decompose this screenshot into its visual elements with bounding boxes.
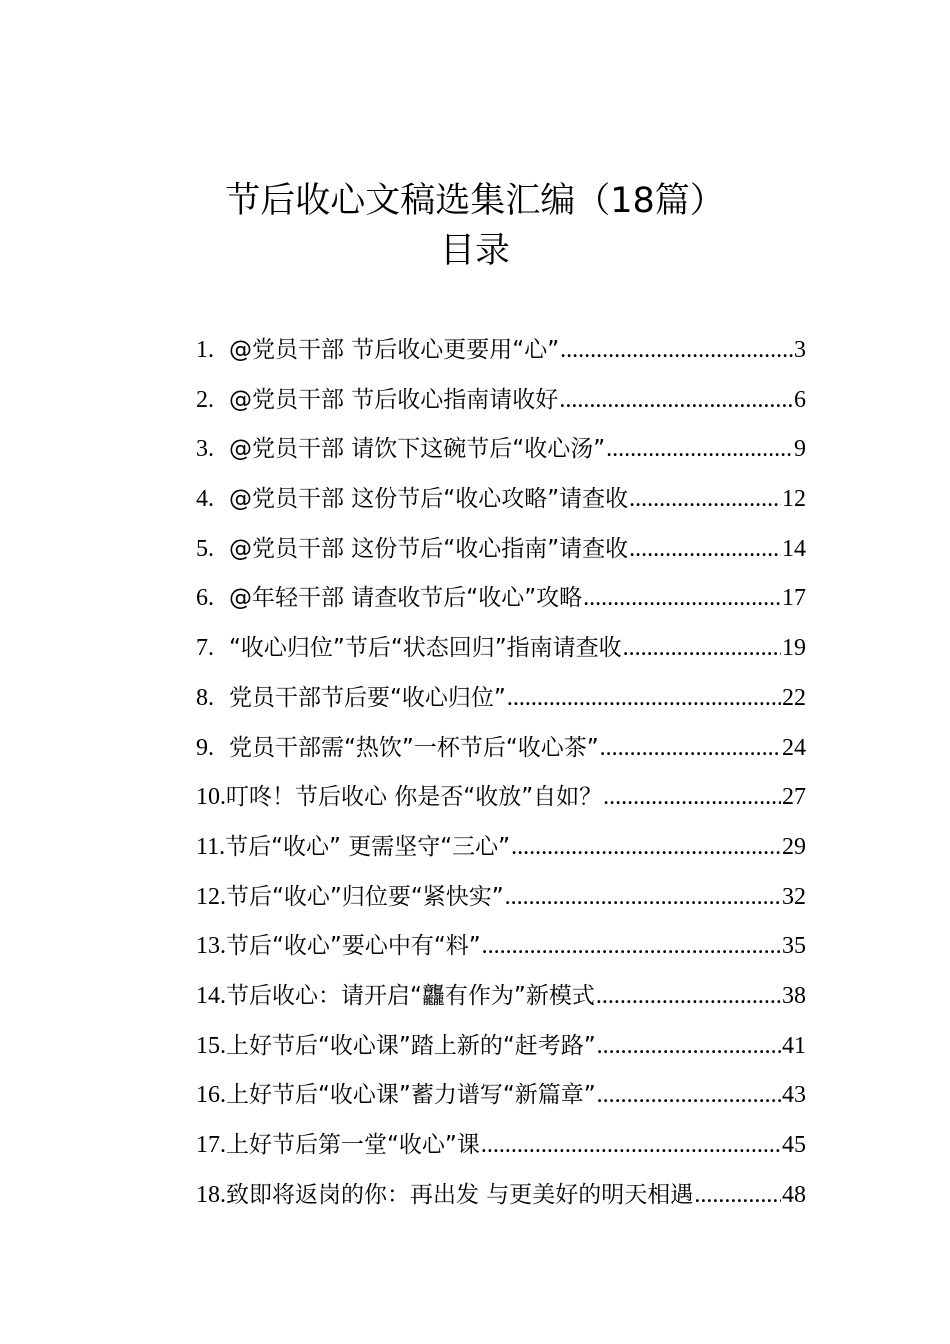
toc-entry[interactable] [196, 976, 806, 1026]
toc-entry[interactable] [196, 529, 806, 579]
toc-entry[interactable] [196, 777, 806, 827]
toc-dot-leader [482, 926, 781, 966]
toc-entry[interactable] [196, 429, 806, 479]
toc-dot-leader [623, 628, 781, 668]
toc-entry-page-number: 29 [782, 833, 806, 860]
toc-entry-page-number: 22 [782, 684, 806, 711]
toc-entry[interactable] [196, 926, 806, 976]
toc-entry[interactable] [196, 479, 806, 529]
toc-entry-number: 18. [196, 1181, 226, 1208]
toc-entry-title: 党员干部需“热饮”一杯节后“收心茶” [229, 734, 599, 761]
toc-entry[interactable] [196, 1125, 806, 1175]
toc-dot-leader [511, 827, 781, 867]
toc-entry[interactable] [196, 827, 806, 877]
toc-dot-leader [629, 479, 781, 519]
toc-entry-number: 5. [196, 535, 214, 562]
toc-entry-title: 叮咚！节后收心 你是否“收放”自如？ [226, 784, 603, 811]
toc-entry[interactable] [196, 330, 806, 380]
toc-dot-leader [481, 1125, 781, 1165]
toc-entry-number: 13. [196, 933, 226, 960]
toc-entry-number: 2. [196, 386, 214, 413]
toc-dot-leader [606, 429, 793, 469]
toc-entry-title: 致即将返岗的你：再出发 与更美好的明天相遇 [226, 1181, 694, 1208]
toc-entry-title: @党员干部 节后收心更要用“心” [229, 337, 560, 363]
document-title: 节后收心文稿选集汇编（18篇） [225, 181, 725, 221]
toc-entry-number: 7. [196, 635, 214, 662]
toc-entry-number: 3. [196, 436, 214, 463]
toc-entry-number: 16. [196, 1082, 226, 1109]
toc-entry-page-number: 6 [794, 386, 806, 413]
toc-entry-page-number: 12 [782, 486, 806, 513]
toc-entry-page-number: 35 [782, 933, 806, 960]
toc-dot-leader [596, 976, 781, 1016]
toc-entry-title: @党员干部 请饮下这碗节后“收心汤” [229, 436, 606, 463]
toc-entry-page-number: 14 [782, 535, 806, 562]
toc-entry-page-number: 43 [782, 1082, 806, 1109]
toc-entry[interactable] [196, 628, 806, 678]
toc-entry[interactable] [196, 1075, 806, 1125]
toc-entry-page-number: 38 [782, 982, 806, 1009]
toc-entry-page-number: 9 [794, 436, 806, 463]
toc-dot-leader [560, 330, 793, 370]
toc-entry-number: 12. [196, 883, 226, 910]
toc-entry[interactable] [196, 1026, 806, 1076]
toc-entry-page-number: 41 [782, 1032, 806, 1059]
toc-entry-number: 8. [196, 684, 214, 711]
toc-entry-title: “收心归位”节后“状态回归”指南请查收 [229, 635, 622, 662]
toc-entry-number: 4. [196, 486, 214, 513]
toc-entry-title: 节后收心：请开启“龘有作为”新模式 [226, 982, 595, 1009]
toc-entry-title: 上好节后第一堂“收心”课 [226, 1132, 480, 1158]
toc-entry-page-number: 19 [782, 635, 806, 662]
toc-entry[interactable] [196, 678, 806, 728]
toc-entry-title: 上好节后“收心课”蓄力谱写“新篇章” [226, 1082, 596, 1109]
toc-dot-leader [597, 1075, 781, 1115]
toc-entry-number: 1. [196, 337, 214, 363]
toc-entry-title: 节后“收心”归位要“紧快实” [226, 883, 504, 910]
toc-entry-page-number: 32 [782, 883, 806, 910]
toc-dot-leader [600, 728, 781, 768]
toc-dot-leader [603, 777, 781, 817]
toc-entry[interactable] [196, 380, 806, 430]
toc-entry-number: 11. [196, 833, 226, 860]
toc-entry[interactable] [196, 578, 806, 628]
toc-entry-title: @党员干部 节后收心指南请收好 [229, 386, 559, 413]
toc-entry-title: 节后“收心” 更需坚守“三心” [225, 833, 511, 860]
toc-entry-number: 15. [196, 1032, 226, 1059]
toc-entry-page-number: 48 [782, 1181, 806, 1208]
toc-entry-title: 上好节后“收心课”踏上新的“赶考路” [226, 1032, 596, 1059]
toc-entry-page-number: 3 [794, 337, 806, 363]
table-of-contents [196, 330, 806, 1224]
toc-entry-title: 节后“收心”要心中有“料” [226, 933, 481, 960]
toc-dot-leader [629, 529, 781, 569]
toc-entry-page-number: 17 [782, 585, 806, 612]
toc-entry-number: 9. [196, 734, 214, 761]
toc-dot-leader [583, 578, 781, 618]
toc-dot-leader [694, 1175, 781, 1215]
toc-entry-page-number: 27 [782, 784, 806, 811]
toc-entry-page-number: 24 [782, 734, 806, 761]
toc-entry-page-number: 45 [782, 1132, 806, 1158]
toc-dot-leader [597, 1026, 781, 1066]
toc-entry-title: @党员干部 这份节后“收心攻略”请查收 [229, 486, 629, 513]
toc-entry-number: 14. [196, 982, 226, 1009]
toc-heading: 目录 [439, 231, 510, 271]
toc-entry-number: 10. [196, 784, 226, 811]
toc-entry[interactable] [196, 877, 806, 927]
toc-entry-number: 17. [196, 1132, 226, 1158]
toc-dot-leader [559, 380, 793, 420]
toc-dot-leader [507, 678, 781, 718]
toc-entry[interactable] [196, 1175, 806, 1225]
toc-entry-title: 党员干部节后要“收心归位” [229, 684, 506, 711]
toc-entry-title: @年轻干部 请查收节后“收心”攻略 [229, 585, 583, 612]
toc-entry-title: @党员干部 这份节后“收心指南”请查收 [229, 535, 629, 562]
toc-dot-leader [505, 877, 781, 917]
toc-entry[interactable] [196, 728, 806, 778]
toc-entry-number: 6. [196, 585, 214, 612]
